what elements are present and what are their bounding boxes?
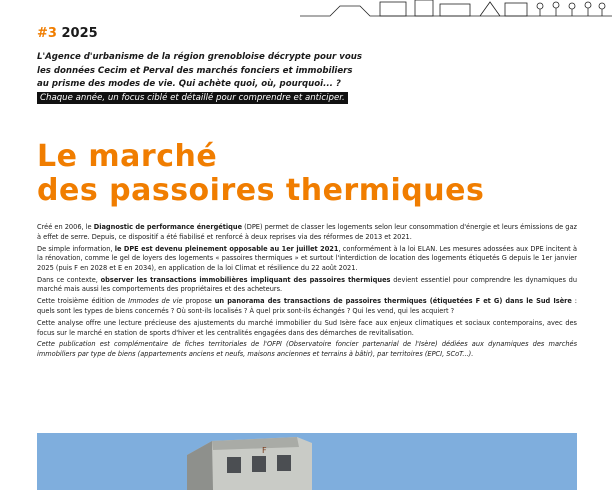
title-line-1: Le marché (37, 139, 218, 174)
skyline-drawing (300, 0, 612, 22)
building-photo-drawing (37, 433, 577, 490)
text-bold: un panorama des transactions de passoires thermiques (étiquetées F et G) dans le Sud Isère (214, 297, 572, 306)
text-bold: le DPE est devenu pleinement opposable au 1er juillet 2021 (114, 244, 339, 253)
paragraph (37, 297, 577, 316)
text-run: , conformément à la loi ELAN. Les mesures adossées aux DPE incitent à la rénovation, comme le gel de loyers des logements « passoires thermiques » et surtout l'interdiction de location des logements étiquetés G depuis le 1er janvier 2025 (puis F en 2028 et E en 2034), en application de la loi Climat et résilience du 22 août 2021. (37, 244, 577, 272)
text-run: propose (182, 297, 215, 306)
building-photo (37, 433, 577, 490)
intro-line: les données Cecim et Perval des marchés fonciers et immobiliers (37, 65, 353, 76)
text-run: (DPE) permet de classer les logements selon leur consommation d'énergie et leurs émissions de gaz à effet de serre. Depuis, ce dispositif a été fiabilisé et renforcé à deux reprises via des réformes de 2013 et 2021. (37, 223, 577, 241)
text-run: Créé en 2006, le (37, 223, 94, 231)
publication-note: Cette publication est complémentaire de fiches territoriales de l'OFPI (Observatoire foncier partenarial de l'Isère) dédiées aux dynamiques des marchés immobiliers par type de biens (appartements anciens et neufs, maisons anciennes et terrains à bâtir), par territoires (EPCI, SCoT...). (37, 340, 577, 359)
issue-year: 2025 (61, 26, 98, 41)
text-run: devient essentiel pour comprendre les dynamiques du marché mais aussi les comportements des propriétaires et des acheteurs. (37, 275, 577, 294)
intro-block (37, 51, 367, 105)
issue-number: #3 (37, 26, 57, 41)
intro-line: au prisme des modes de vie. Qui achète quoi, où, pourquoi... ? (37, 79, 341, 89)
town-skyline-illustration (300, 0, 612, 22)
body-text (37, 223, 577, 362)
text-run: De simple information, (37, 244, 115, 253)
text-bold: observer les transactions immobilières impliquant des passoires thermiques (100, 275, 391, 284)
page-title (37, 140, 484, 208)
paragraph (37, 223, 577, 242)
building-sign: F (262, 446, 267, 455)
title-line-2: des passoires thermiques (37, 173, 485, 208)
intro-band: Chaque année, un focus ciblé et détaillé pour comprendre et anticiper. (37, 92, 348, 104)
text-italic: Immodes de vie (128, 297, 183, 306)
issue-label (37, 26, 98, 41)
intro-line: L'Agence d'urbanisme de la région grenobloise décrypte pour vous (37, 52, 362, 62)
text-run: Cette troisième édition de (37, 297, 129, 306)
paragraph (37, 276, 577, 295)
text-bold: Diagnostic de performance énergétique (93, 223, 243, 231)
paragraph (37, 245, 577, 274)
paragraph: Cette analyse offre une lecture précieuse des ajustements du marché immobilier du Sud Isère face aux enjeux climatiques et sociaux contemporains, avec des focus sur le marché en station de sports d'hiver et les centralités engagées dans des démarches de revitalisation. (37, 318, 577, 337)
text-run: : quels sont les types de biens concernés ? Où sont-ils localisés ? À quel prix sont-ils échangés ? Qui les vend, qui les acquiert ? (37, 297, 577, 315)
text-run: Dans ce contexte, (37, 275, 101, 284)
